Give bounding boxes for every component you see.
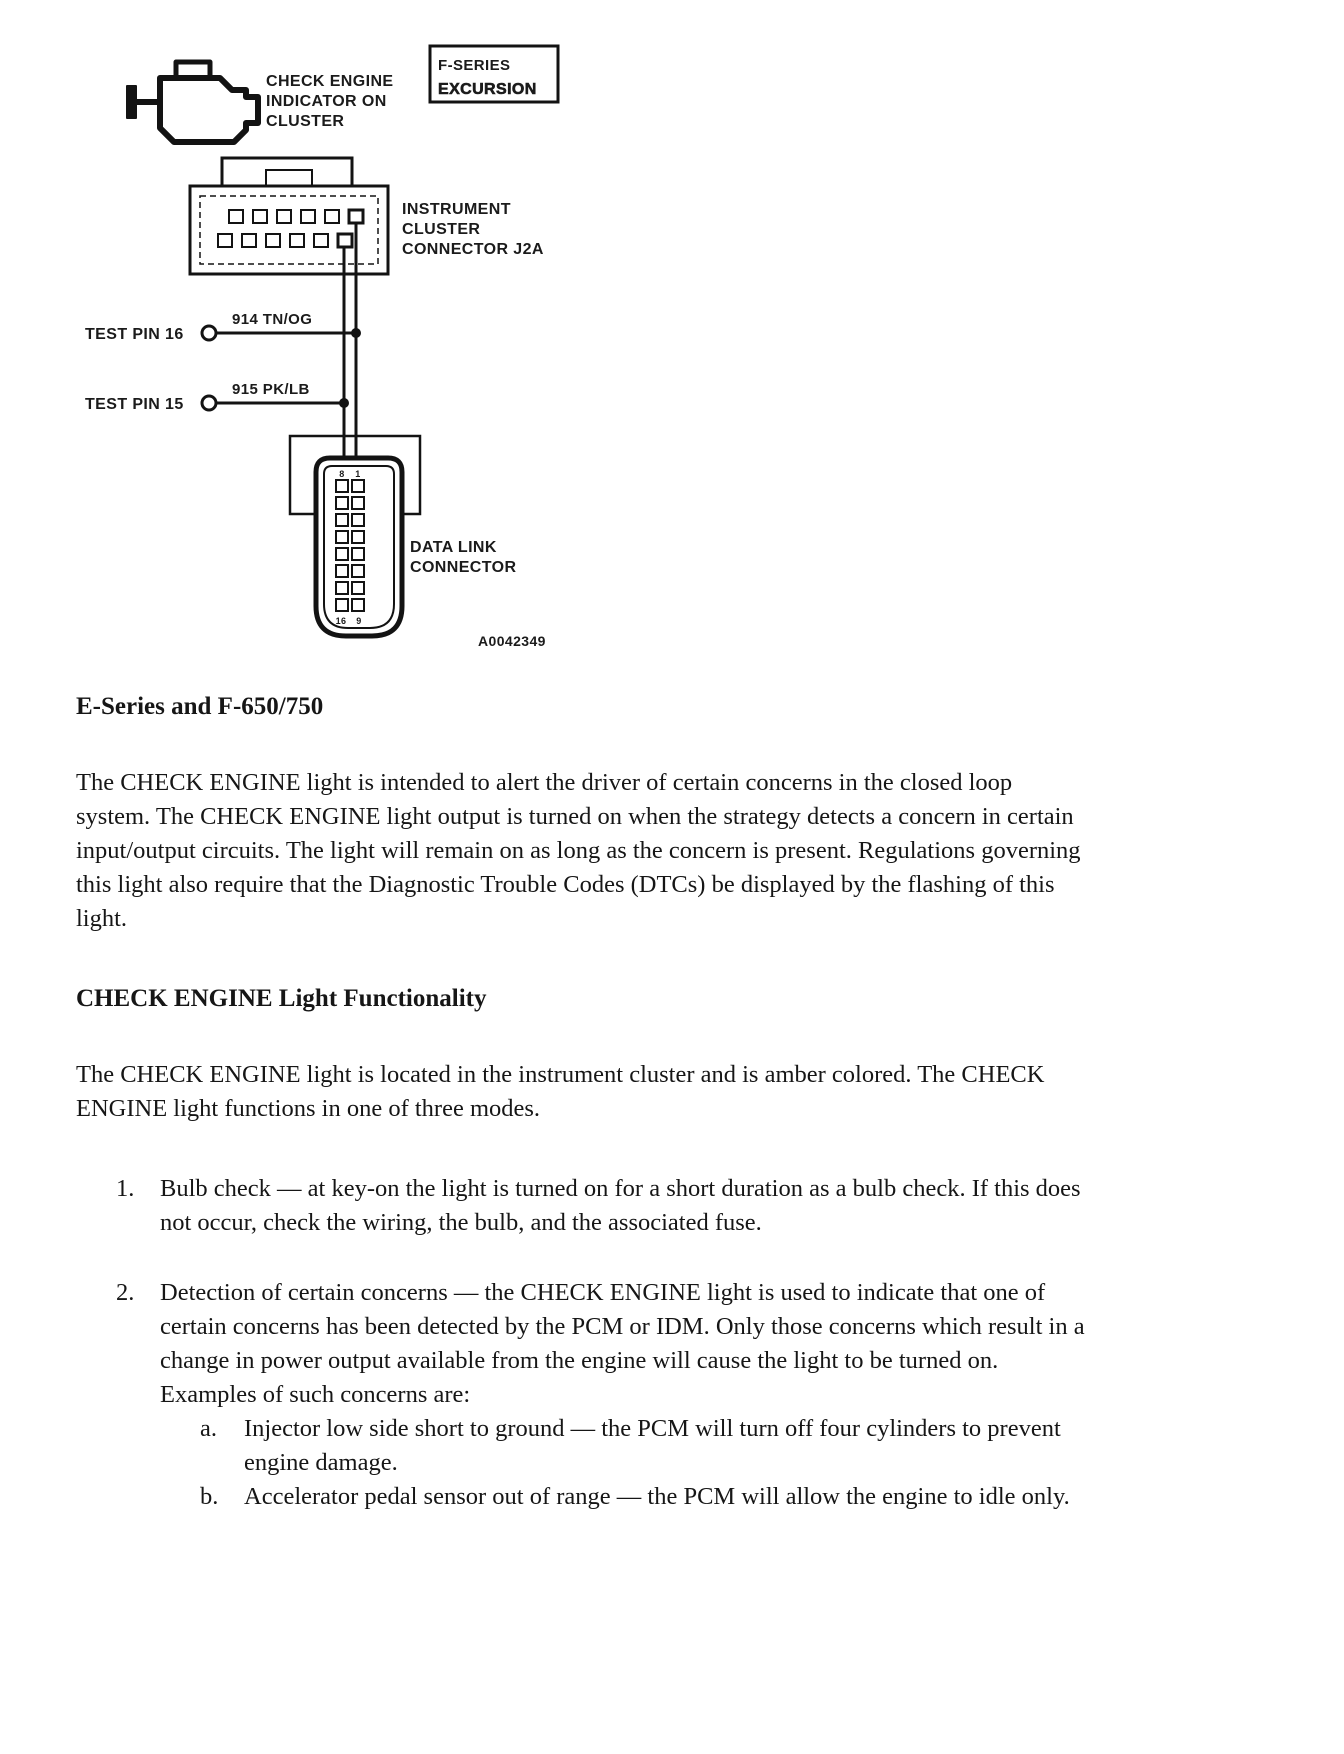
dlc-pin-top-left: 8 (339, 469, 345, 479)
check-engine-caption-line2: INDICATOR ON (266, 93, 387, 110)
dlc-caption-line2: CONNECTOR (410, 559, 517, 576)
cluster-connector-caption (402, 201, 544, 258)
check-engine-caption (266, 73, 393, 130)
list-item-bulb-check (116, 1172, 1086, 1240)
test-pin-16 (85, 311, 356, 343)
list-item-detection (116, 1276, 1086, 1514)
sublist-text: Injector low side short to ground — the PCM will turn off four cylinders to prevent engine damage. (244, 1415, 1061, 1476)
test-pin-15-label: TEST PIN 15 (85, 396, 184, 413)
instrument-cluster-connector (190, 158, 388, 274)
section-heading-eseries: E-Series and F-650/750 (76, 693, 324, 720)
dlc-pin-bottom-right: 9 (356, 616, 362, 626)
wiring-diagram (0, 0, 1344, 660)
wire-914-label: 914 TN/OG (232, 311, 313, 328)
data-link-connector (290, 436, 420, 636)
sublist-letter: b. (200, 1483, 219, 1510)
section-heading-functionality: CHECK ENGINE Light Functionality (76, 985, 487, 1012)
cluster-caption-line3: CONNECTOR J2A (402, 241, 544, 258)
dlc-caption (410, 539, 516, 576)
list-text: Detection of certain concerns — the CHECK ENGINE light is used to indicate that one of certain concerns has been detected by the PCM or IDM. Only those concerns which result in a change in power output available from the engine will cause the light to be turned on. Examples of such concerns are: (160, 1279, 1085, 1408)
wire-915-label: 915 PK/LB (232, 381, 310, 398)
cluster-caption-line1: INSTRUMENT (402, 201, 511, 218)
check-engine-caption-line1: CHECK ENGINE (266, 73, 394, 90)
sublist-item-injector (200, 1412, 1086, 1480)
lettered-sublist (200, 1412, 1086, 1514)
page-content (76, 690, 1086, 1550)
paragraph-check-engine-purpose: The CHECK ENGINE light is intended to alert the driver of certain concerns in the closed loop system. The CHECK ENGINE light output is turned on when the strategy detects a concern in certain input/output circuits. The light will remain on as long as the concern is present. Regulations governing this light also require that the Diagnostic Trouble Codes (DTCs) be displayed by the flashing of this light. (76, 769, 1081, 932)
test-pin-15 (85, 381, 344, 413)
test-pin-16-label: TEST PIN 16 (85, 326, 184, 343)
check-engine-caption-line3: CLUSTER (266, 113, 345, 130)
test-pin-15-terminal (202, 396, 216, 410)
numbered-list (76, 1172, 1086, 1514)
dlc-pin-top-right: 1 (355, 469, 361, 479)
series-line2: EXCURSION (438, 81, 537, 98)
sublist-text: Accelerator pedal sensor out of range — the PCM will allow the engine to idle only. (244, 1483, 1070, 1510)
dlc-pin-bottom-left: 16 (335, 616, 347, 626)
list-number: 2. (116, 1279, 135, 1306)
paragraph-light-location: The CHECK ENGINE light is located in the instrument cluster and is amber colored. The CHECK ENGINE light functions in one of three modes. (76, 1061, 1045, 1122)
list-number: 1. (116, 1175, 135, 1202)
figure-number: A0042349 (478, 633, 546, 649)
sublist-item-accelerator (200, 1480, 1086, 1514)
dlc-caption-line1: DATA LINK (410, 539, 497, 556)
vehicle-series-box (430, 46, 558, 102)
sublist-letter: a. (200, 1415, 217, 1442)
series-line1: F-SERIES (438, 57, 511, 74)
list-text: Bulb check — at key-on the light is turned on for a short duration as a bulb check. If this does not occur, check the wiring, the bulb, and the associated fuse. (160, 1175, 1081, 1236)
check-engine-icon (127, 62, 258, 142)
test-pin-16-terminal (202, 326, 216, 340)
cluster-caption-line2: CLUSTER (402, 221, 481, 238)
